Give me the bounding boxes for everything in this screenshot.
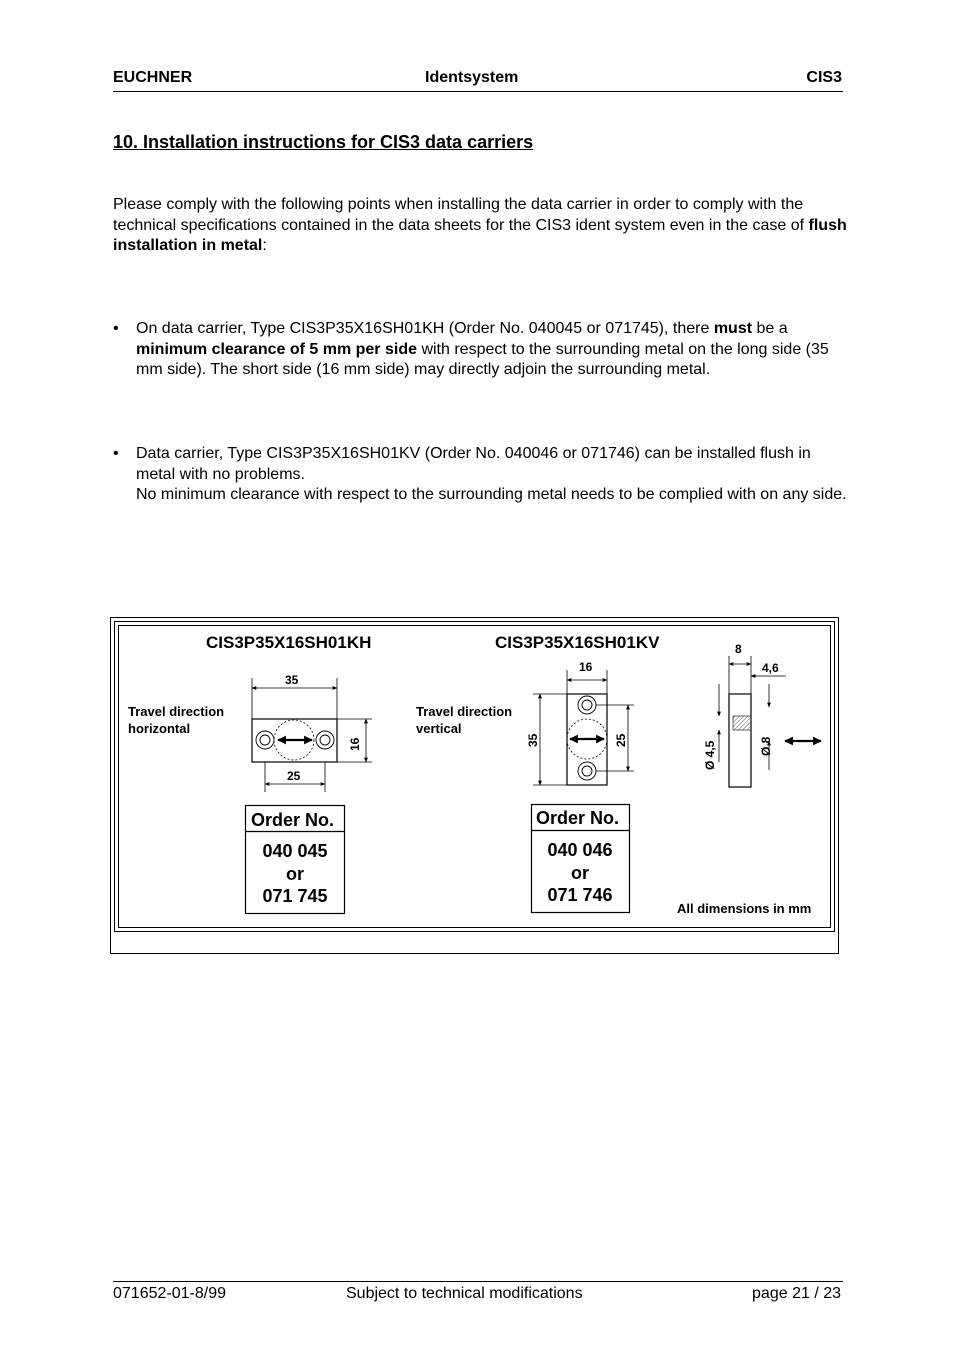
kv-order-label: Order No. (536, 808, 620, 828)
kh-dim-25: 25 (287, 769, 301, 783)
kv-travel-line2: vertical (416, 721, 462, 736)
header-product: Identsystem (425, 69, 519, 86)
kh-title: CIS3P35X16SH01KH (206, 633, 372, 652)
kh-dim-35: 35 (285, 673, 299, 687)
kv-dim-16: 16 (579, 660, 593, 674)
bullet-kv-line1: Data carrier, Type CIS3P35X16SH01KV (Order No. 040046 or 071746) can be installed flush in metal with no problems. (136, 445, 811, 483)
figure-inner-frame (119, 626, 831, 928)
page-number: page 21 / 23 (752, 1285, 841, 1302)
intro-paragraph: Please comply with the following points when installing the data carrier in order to comply with the technical specifications contained in the data sheets for the CIS3 ident system even in the case of flush installation in metal: (113, 196, 847, 255)
side-dim-8: 8 (735, 642, 742, 656)
dimensions-note: All dimensions in mm (677, 901, 812, 916)
bullet-dot: • (113, 320, 119, 337)
kv-title: CIS3P35X16SH01KV (495, 633, 660, 652)
kh-travel-line2: horizontal (128, 721, 191, 736)
kh-order-label: Order No. (251, 810, 335, 830)
side-dim-4-6: 4,6 (762, 661, 779, 675)
footer-doc-number: 071652-01-8/99 (113, 1285, 226, 1302)
kh-dim-16: 16 (348, 737, 362, 751)
footer-note: Subject to technical modifications (346, 1285, 583, 1302)
figure-frame (115, 622, 835, 932)
kh-dimensions (252, 678, 372, 792)
header-company: EUCHNER (113, 69, 193, 86)
side-dia-8: Ø 8 (759, 736, 773, 756)
kv-dim-35: 35 (526, 733, 540, 747)
section-title: 10. Installation instructions for CIS3 data carriers (113, 132, 534, 152)
kh-order-or: or (286, 864, 304, 884)
kv-order-number-1: 040 046 (547, 840, 613, 860)
footer-rule (113, 1281, 843, 1282)
kv-order-or: or (571, 863, 589, 883)
side-dia-4-5: Ø 4,5 (703, 740, 717, 770)
header-code: CIS3 (806, 69, 842, 86)
kh-travel-line1: Travel direction (128, 704, 225, 719)
kh-order-number-2: 071 745 (262, 886, 328, 906)
kv-order-number-2: 071 746 (547, 885, 613, 905)
kh-order-number-1: 040 045 (262, 841, 328, 861)
kv-dim-25: 25 (614, 733, 628, 747)
kh-part-drawing (252, 719, 337, 762)
bullet-dot: • (113, 445, 119, 462)
kv-travel-line1: Travel direction (416, 704, 513, 719)
side-view-drawing (719, 656, 821, 787)
bullet-kh: • On data carrier, Type CIS3P35X16SH01KH (Order No. 040045 or 071745), there must be a minimum clearance of 5 mm per side with respect to the surrounding metal on the long side (35 mm side). The short side (16 mm side) may directly adjoin the surrounding metal. (113, 320, 829, 379)
bullet-kv-line2: No minimum clearance with respect to the surrounding metal needs to be complied with on any side. (136, 486, 847, 504)
